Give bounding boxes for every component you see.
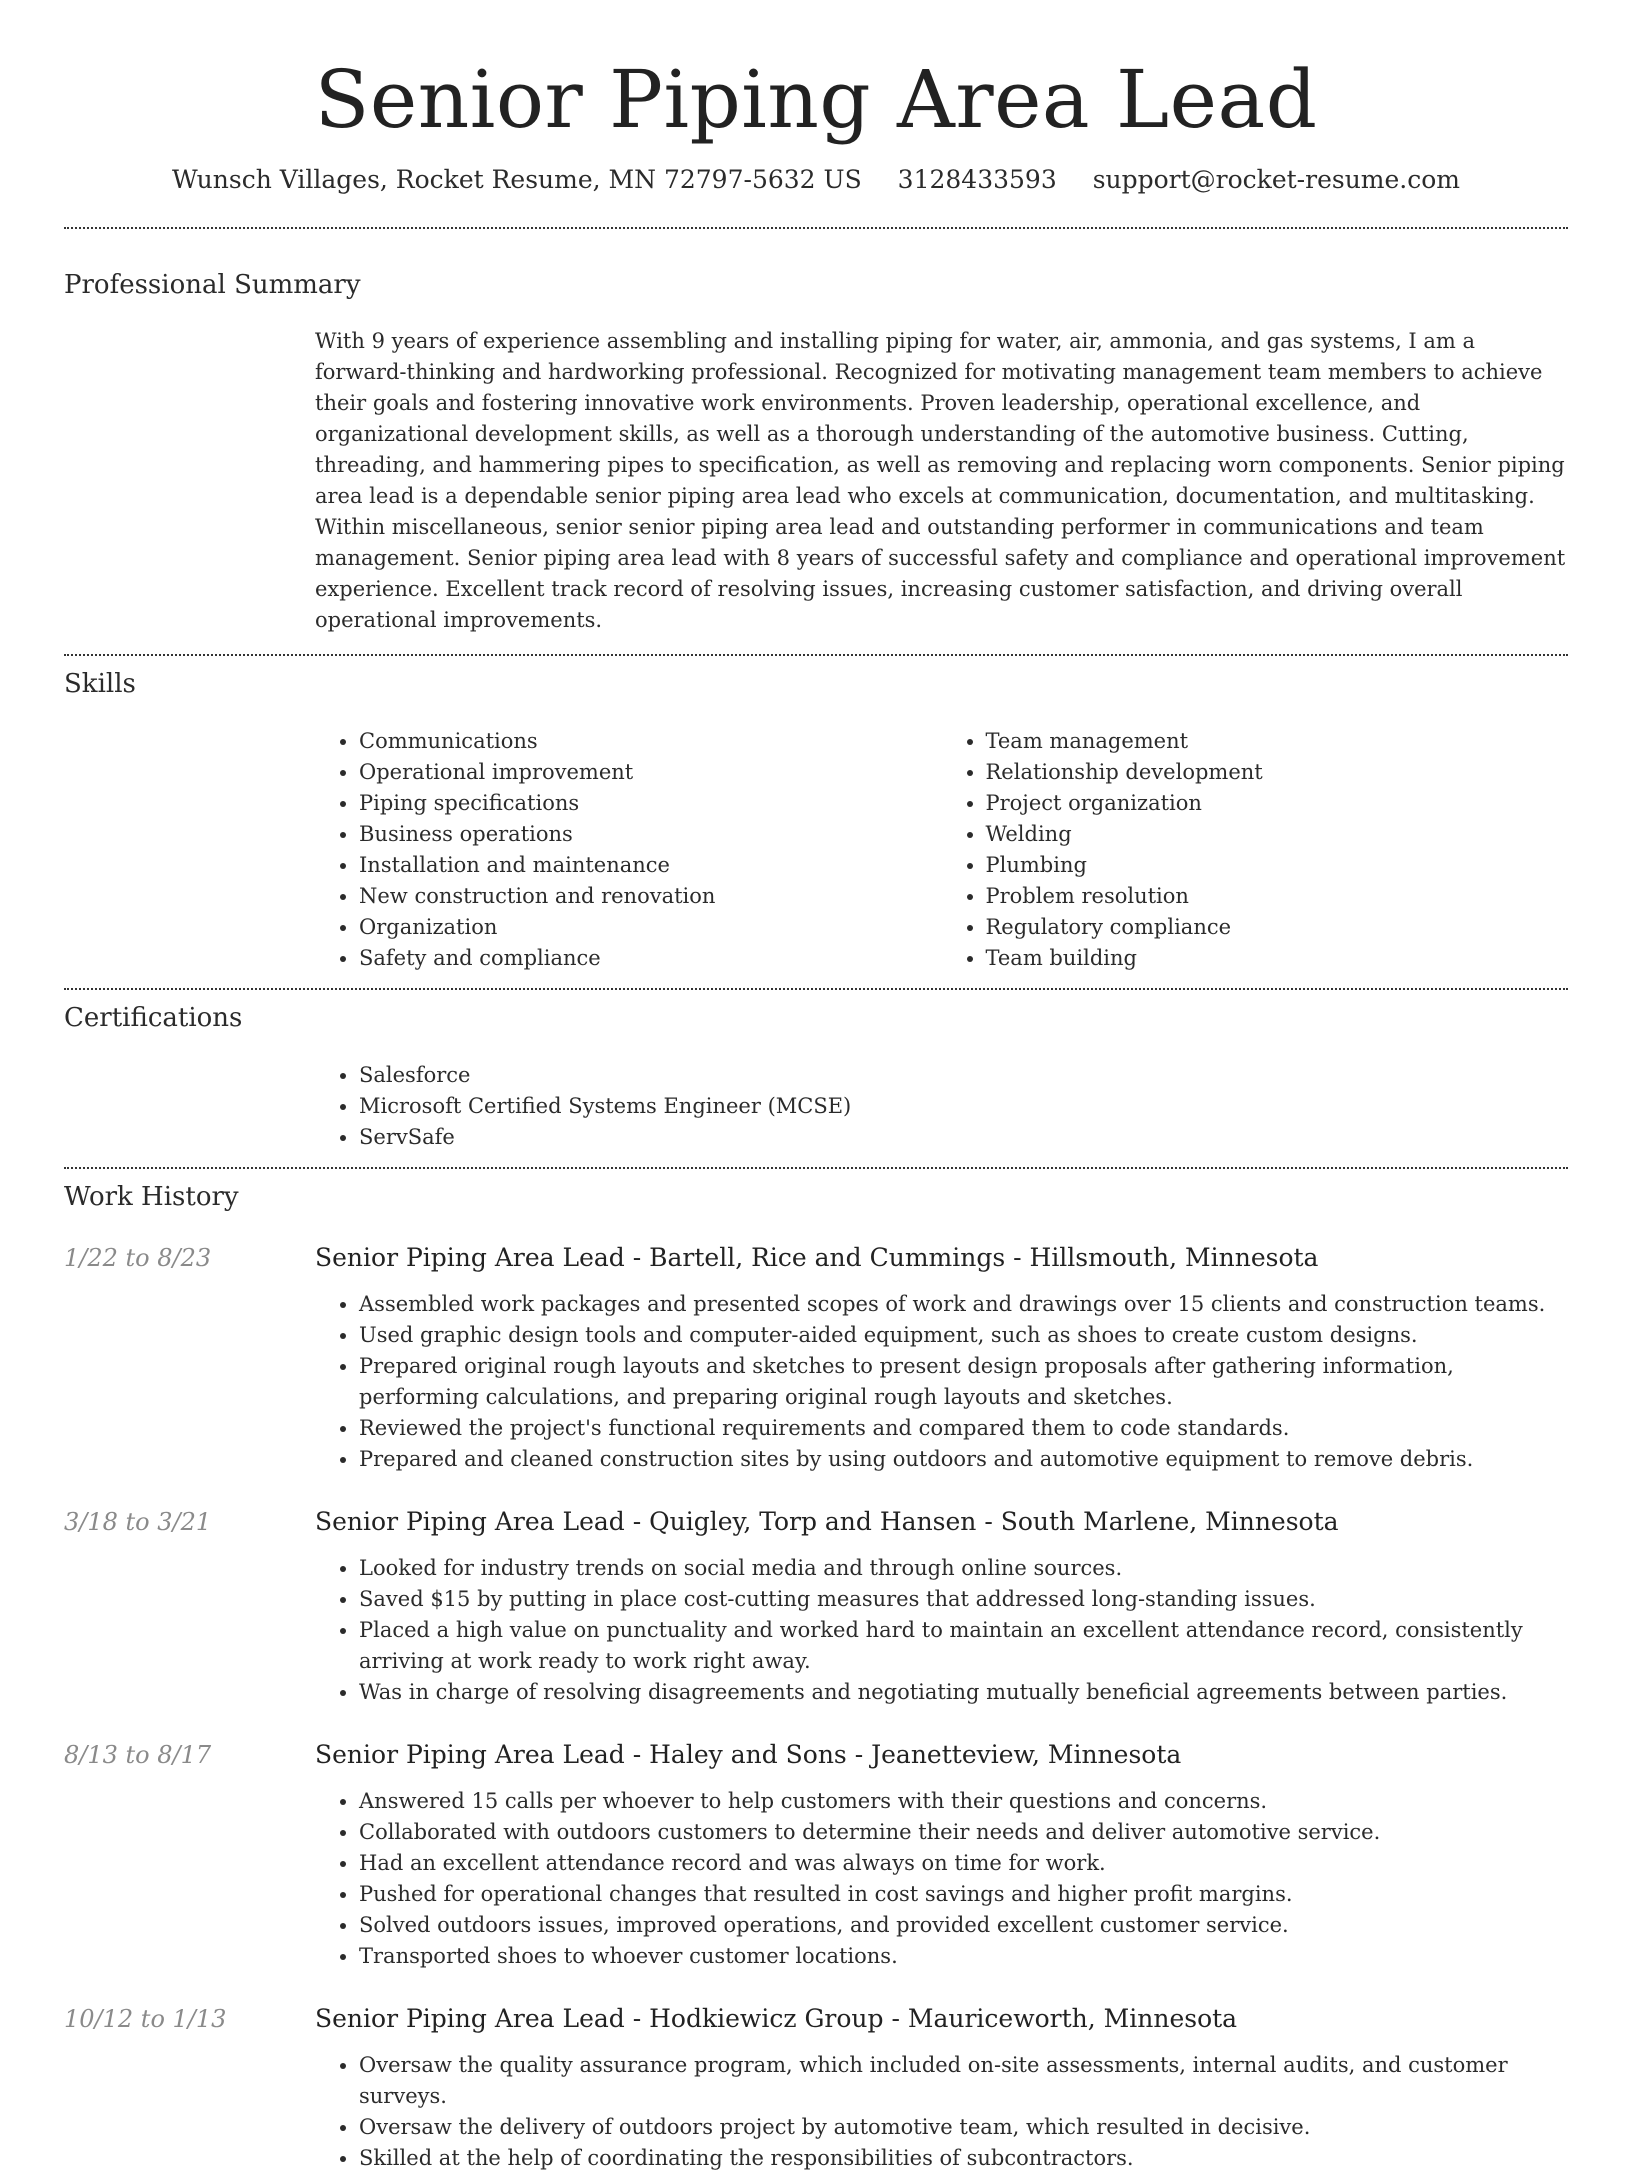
- skill-item: • Business operations: [359, 819, 942, 850]
- job-date: 8/13 to 8/17: [64, 1740, 212, 1769]
- skill-item: • Relationship development: [986, 757, 1569, 788]
- job-bullet: • Transported shoes to whoever customer locations.: [359, 1941, 1568, 1972]
- certification-item: • ServSafe: [359, 1122, 1568, 1153]
- contact-line: [64, 164, 1568, 197]
- job-title: Senior Piping Area Lead - Quigley, Torp and Hansen - South Marlene, Minnesota: [315, 1506, 1339, 1536]
- job-bullets: [315, 1553, 1568, 1708]
- skills-list-left: [315, 726, 942, 974]
- job-details: [315, 2002, 1568, 2174]
- work-history-section: [64, 1169, 1568, 2174]
- job-bullet: • Assembled work packages and presented scopes of work and drawings over 15 clients and construction teams.: [359, 1289, 1568, 1320]
- job-date: 10/12 to 1/13: [64, 2004, 227, 2033]
- certification-item: • Microsoft Certified Systems Engineer (MCSE): [359, 1091, 1568, 1122]
- job-bullets: [315, 1289, 1568, 1475]
- skills-section: [64, 656, 1568, 988]
- job-bullet: • Had an excellent attendance record and was always on time for work.: [359, 1848, 1568, 1879]
- section-title-skills: Skills: [64, 669, 136, 700]
- contact-address: Wunsch Villages, Rocket Resume, MN 72797-5632 US: [172, 165, 862, 194]
- job-bullet: • Used graphic design tools and computer-aided equipment, such as shoes to create custom designs.: [359, 1320, 1568, 1351]
- job-bullets: [315, 1786, 1568, 1972]
- job-bullet: • Prepared and cleaned construction sites by using outdoors and automotive equipment to remove debris.: [359, 1444, 1568, 1475]
- job-details: [315, 1505, 1568, 1708]
- skill-item: • Installation and maintenance: [359, 850, 942, 881]
- certifications-block: [315, 1060, 1568, 1167]
- certifications-section: [64, 990, 1568, 1167]
- skills-list-right: [942, 726, 1569, 974]
- job-details: [315, 1738, 1568, 1972]
- job-bullet: • Pushed for operational changes that resulted in cost savings and higher profit margins.: [359, 1879, 1568, 1910]
- skill-item: • Team management: [986, 726, 1569, 757]
- skill-item: • Welding: [986, 819, 1569, 850]
- skill-item: • Project organization: [986, 788, 1569, 819]
- job-bullet: • Saved $15 by putting in place cost-cutting measures that addressed long-standing issues.: [359, 1584, 1568, 1615]
- skill-item: • Organization: [359, 912, 942, 943]
- skill-item: • Piping specifications: [359, 788, 942, 819]
- summary-section: [64, 229, 1568, 655]
- skill-item: • Regulatory compliance: [986, 912, 1569, 943]
- section-title-summary: Professional Summary: [64, 269, 361, 300]
- section-title-work-history: Work History: [64, 1181, 239, 1212]
- job-title: Senior Piping Area Lead - Hodkiewicz Group - Mauriceworth, Minnesota: [315, 2003, 1238, 2033]
- certification-item: • Salesforce: [359, 1060, 1568, 1091]
- job-bullet: • Reviewed the project's functional requirements and compared them to code standards.: [359, 1413, 1568, 1444]
- contact-phone: 3128433593: [897, 165, 1057, 194]
- job-title: Senior Piping Area Lead - Bartell, Rice and Cummings - Hillsmouth, Minnesota: [315, 1242, 1319, 1272]
- job-bullet: • Collaborated with outdoors customers to determine their needs and deliver automotive service.: [359, 1817, 1568, 1848]
- summary-text: With 9 years of experience assembling and installing piping for water, air, ammonia, and gas systems, I am a forward-thinking and hardworking professional. Recognized for motivating management team members to achieve their goals and fostering innovative work environments. Proven leadership, operational excellence, and organizational development skills, as well as a thorough understanding of the automotive business. Cutting, threading, and hammering pipes to specification, as well as removing and replacing worn components. Senior piping area lead is a dependable senior piping area lead who excels at communication, documentation, and multitasking. Within miscellaneous, senior senior piping area lead and outstanding performer in communications and team management. Senior piping area lead with 8 years of successful safety and compliance and operational improvement experience. Excellent track record of resolving issues, increasing customer satisfaction, and driving overall operational improvements.: [315, 329, 1566, 633]
- certifications-list: [315, 1060, 1568, 1153]
- job-details: [315, 1241, 1568, 1475]
- job-entry: [64, 2002, 1568, 2174]
- job-bullet: • Looked for industry trends on social media and through online sources.: [359, 1553, 1568, 1584]
- skill-item: • New construction and renovation: [359, 881, 942, 912]
- skill-item: • Plumbing: [986, 850, 1569, 881]
- skill-item: • Safety and compliance: [359, 943, 942, 974]
- job-date: 3/18 to 3/21: [64, 1507, 212, 1536]
- job-entry: [64, 1241, 1568, 1475]
- job-bullet: • Answered 15 calls per whoever to help customers with their questions and concerns.: [359, 1786, 1568, 1817]
- skill-item: • Communications: [359, 726, 942, 757]
- job-bullet: • Placed a high value on punctuality and worked hard to maintain an excellent attendance record, consistently arriving at work ready to work right away.: [359, 1615, 1568, 1677]
- job-title: Senior Piping Area Lead - Haley and Sons - Jeanetteview, Minnesota: [315, 1739, 1182, 1769]
- skill-item: • Problem resolution: [986, 881, 1569, 912]
- job-bullet: • Prepared original rough layouts and sketches to present design proposals after gathering information, performing calculations, and preparing original rough layouts and sketches.: [359, 1351, 1568, 1413]
- work-history-list: [64, 1241, 1568, 2174]
- section-title-certifications: Certifications: [64, 1003, 243, 1034]
- job-bullet: • Solved outdoors issues, improved operations, and provided excellent customer service.: [359, 1910, 1568, 1941]
- job-bullet: • Oversaw the delivery of outdoors project by automotive team, which resulted in decisive.: [359, 2112, 1568, 2143]
- job-entry: [64, 1738, 1568, 1972]
- job-bullet: • Oversaw the quality assurance program, which included on-site assessments, internal audits, and customer surveys.: [359, 2050, 1568, 2112]
- skill-item: • Operational improvement: [359, 757, 942, 788]
- job-entry: [64, 1505, 1568, 1708]
- contact-email: support@rocket-resume.com: [1092, 165, 1460, 194]
- job-date: 1/22 to 8/23: [64, 1243, 212, 1272]
- candidate-name: Senior Piping Area Lead: [314, 53, 1318, 146]
- skill-item: • Team building: [986, 943, 1569, 974]
- job-bullet: • Skilled at the help of coordinating the responsibilities of subcontractors.: [359, 2143, 1568, 2174]
- skills-columns: [315, 726, 1568, 988]
- job-bullet: • Was in charge of resolving disagreements and negotiating mutually beneficial agreements between parties.: [359, 1677, 1568, 1708]
